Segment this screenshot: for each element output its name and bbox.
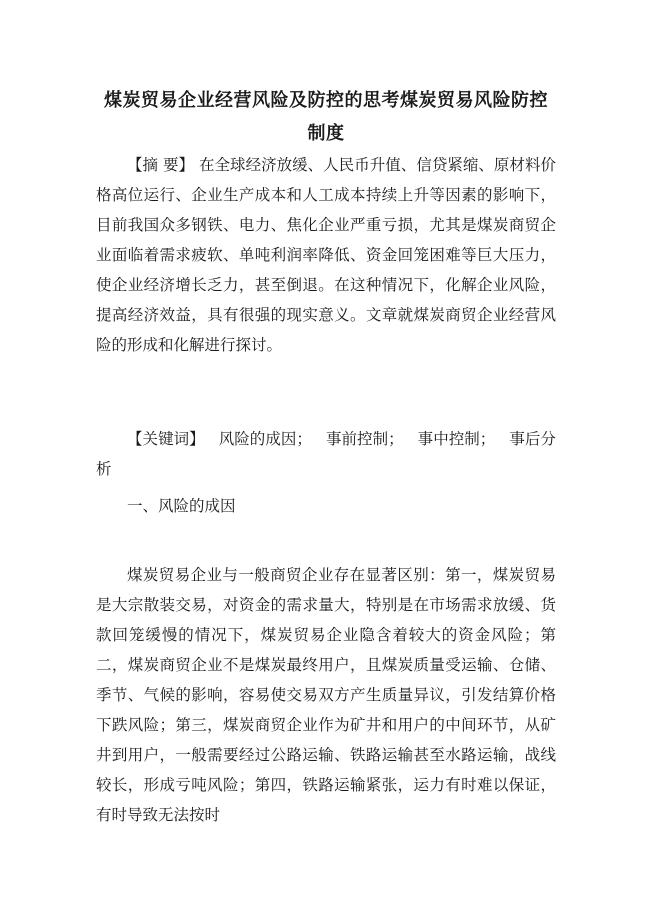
abstract-label: 【摘 要】 — [127, 156, 195, 174]
keywords-label: 【关键词】 — [127, 430, 205, 448]
keyword-item: 事前控制； — [325, 430, 404, 448]
abstract-text: 在全球经济放缓、人民币升值、信贷紧缩、原材料价格高位运行、企业生产成本和人工成本持续上升等因素的影响下，目前我国众多钢铁、电力、焦化企业严重亏损，尤其是煤炭商贸企业面临着需求疲软、单吨利润率降低、资金回笼困难等巨大压力，使企业经济增长乏力，甚至倒退。在这种情况下，化解企业风险，提高经济效益，具有很强的现实意义。文章就煤炭商贸企业经营风险的形成和化解进行探讨。 — [96, 156, 556, 354]
keywords-line — [96, 424, 556, 484]
document-title: 煤炭贸易企业经营风险及防控的思考煤炭贸易风险防控制度 — [104, 90, 548, 144]
keyword-item: 事中控制； — [417, 430, 496, 448]
keyword-item: 风险的成因； — [218, 430, 312, 448]
section-heading: 一、风险的成因 — [127, 497, 236, 515]
keyword-item: 事后分析 — [96, 430, 556, 478]
abstract-paragraph — [96, 150, 556, 360]
body-paragraph: 煤炭贸易企业与一般商贸企业存在显著区别：第一，煤炭贸易是大宗散装交易，对资金的需求量大，特别是在市场需求放缓、货款回笼缓慢的情况下，煤炭贸易企业隐含着较大的资金风险；第二，煤炭商贸企业不是煤炭最终用户，且煤炭质量受运输、仓储、季节、气候的影响，容易使交易双方产生质量异议，引发结算价格下跌风险；第三，煤炭商贸企业作为矿井和用户的中间环节，从矿井到用户，一般需要经过公路运输、铁路运输甚至水路运输，战线较长，形成亏吨风险；第四，铁路运输紧张，运力有时难以保证，有时导致无法按时 — [96, 566, 556, 824]
